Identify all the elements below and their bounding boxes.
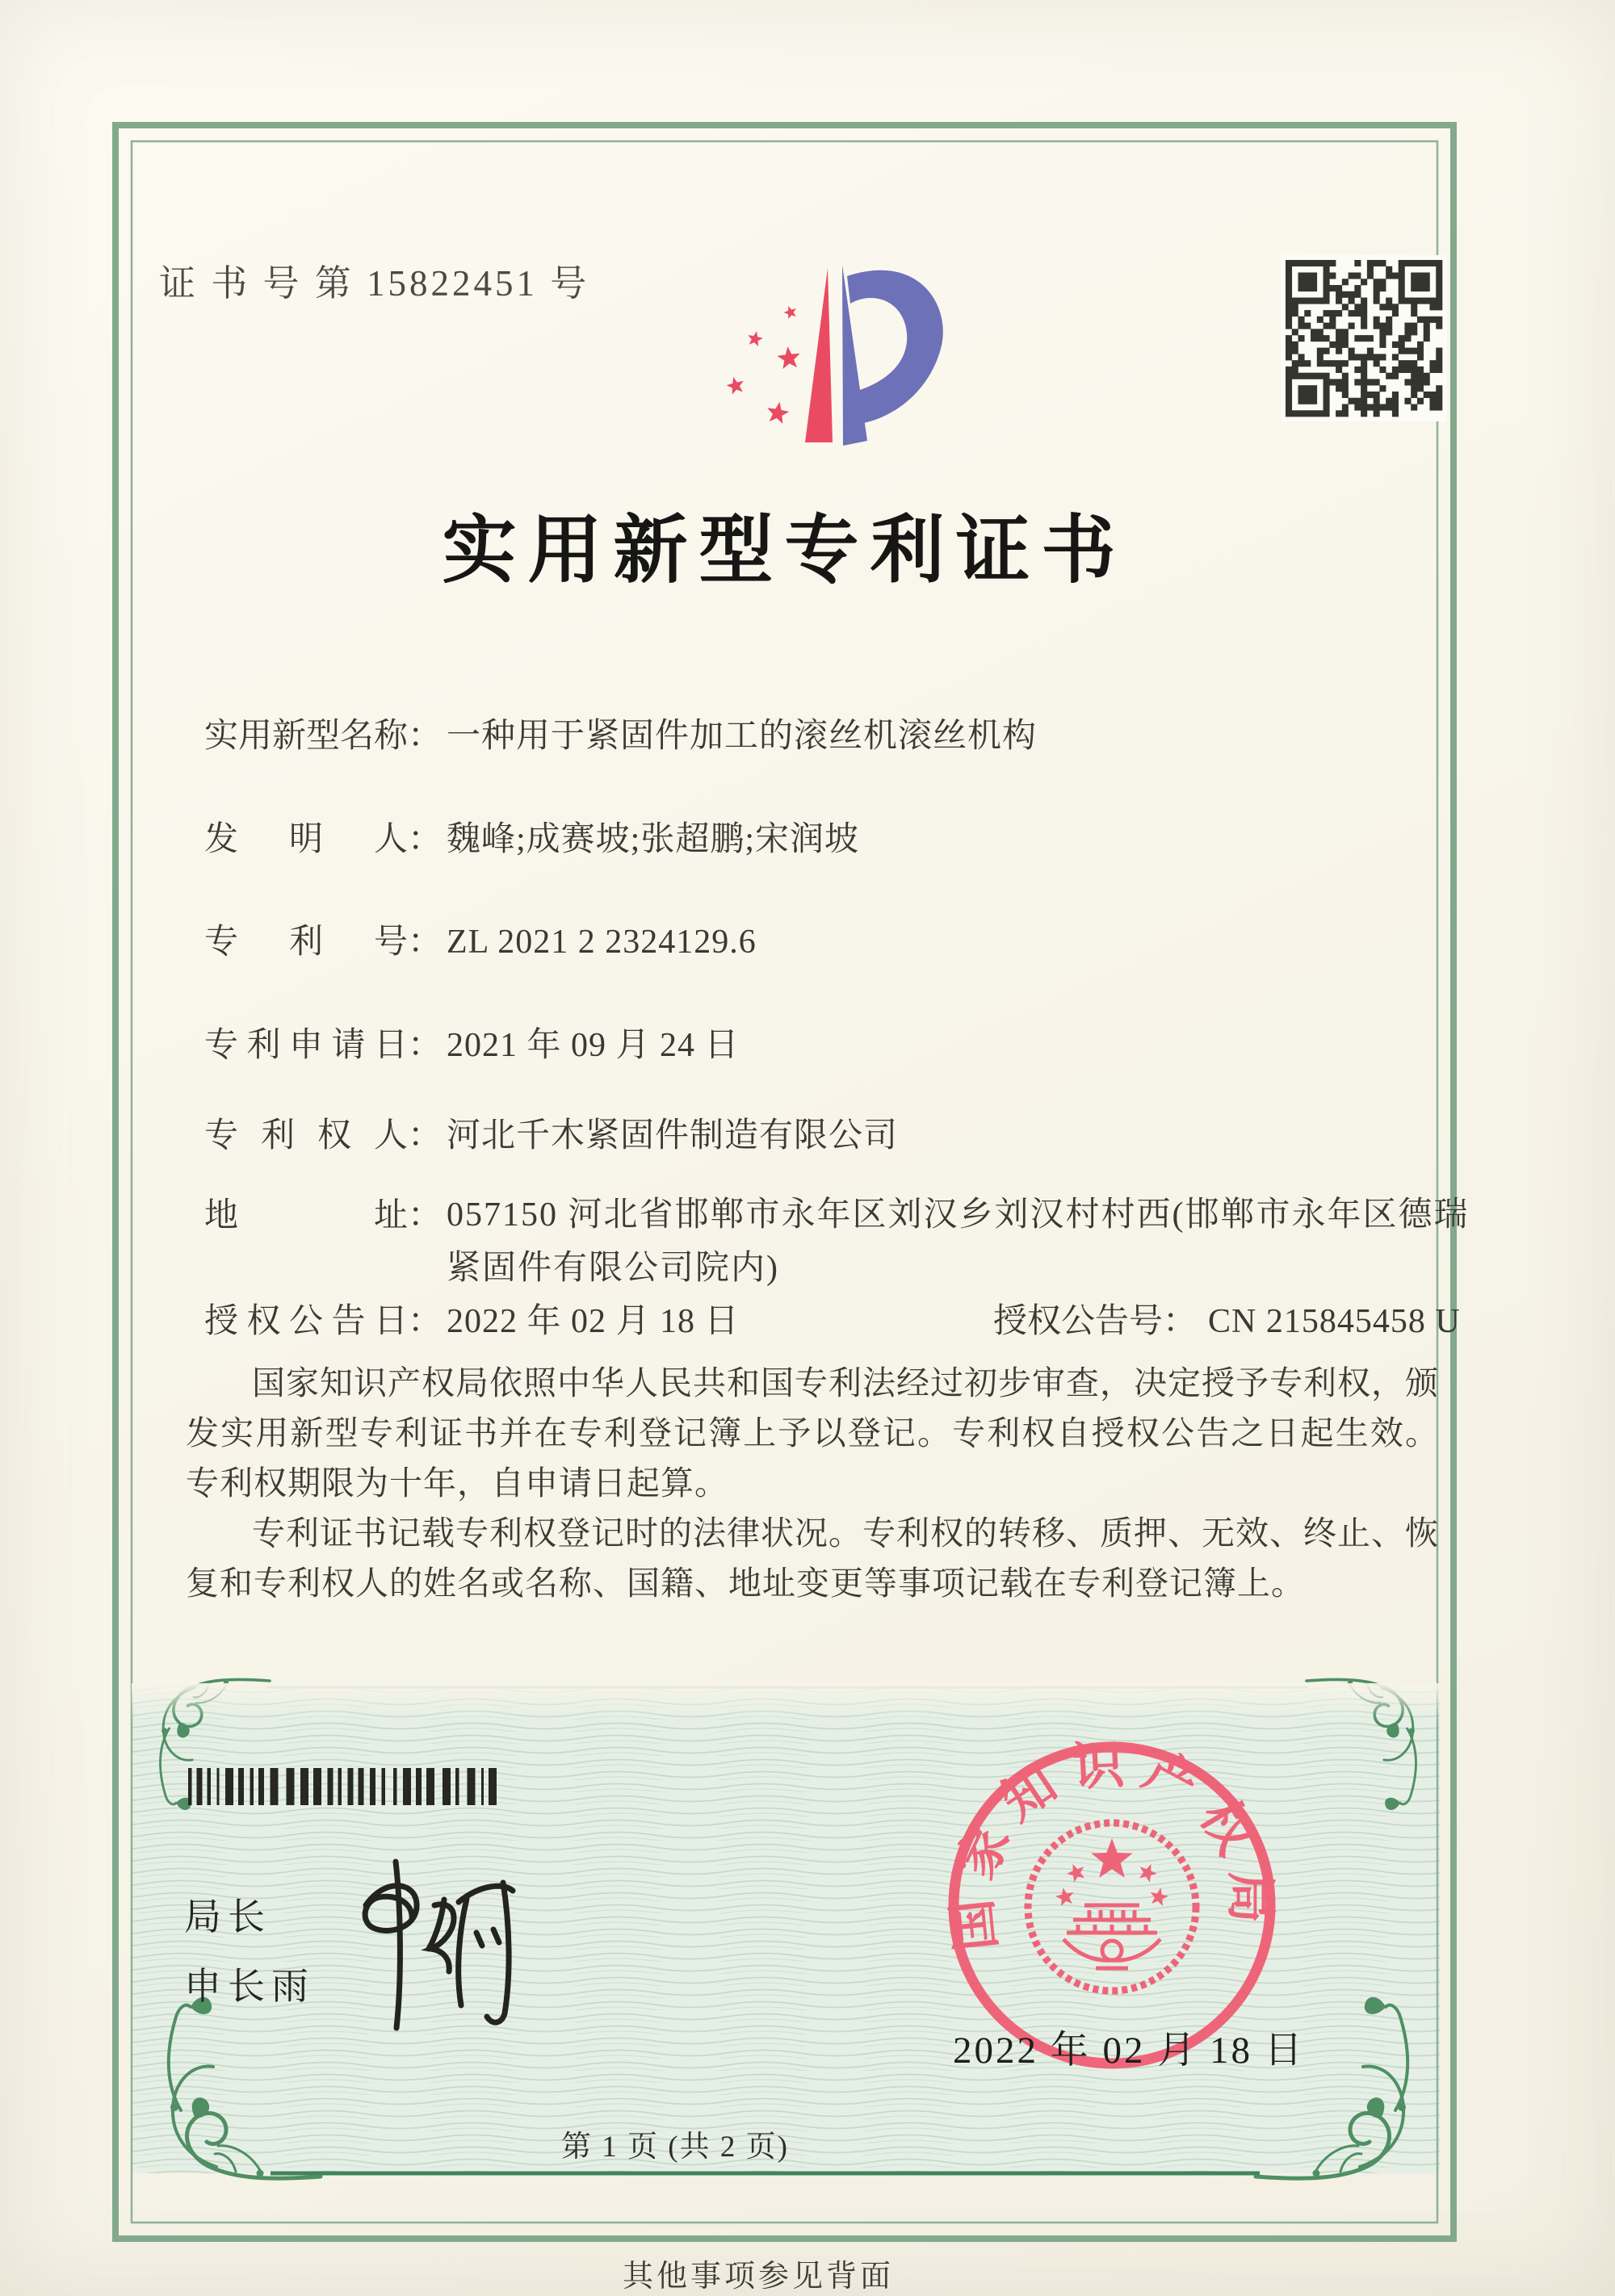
field-value: 057150 河北省邯郸市永年区刘汉乡刘汉村村西(邯郸市永年区德瑞紧固件有限公司院内) [447,1196,1470,1287]
field-label: 专利号 [204,924,408,961]
grant-number-value: CN 215845458 U [1208,1303,1461,1340]
field-row-patentee: 专利权人： 河北千木紧固件制造有限公司 [204,1108,898,1157]
qr-code [1281,255,1447,421]
legal-paragraph-1: 国家知识产权局依照中华人民共和国专利法经过初步审查，决定授予专利权，颁发实用新型专利证书并在专利登记簿上予以登记。专利权自授权公告之日起生效。专利权期限为十年，自申请日起算。 [186,1364,1439,1502]
field-value: 魏峰;成赛坡;张超鹏;宋润坡 [447,821,860,858]
field-value: ZL 2021 2 2324129.6 [447,924,757,961]
field-row-patent-number: 专利号： ZL 2021 2 2324129.6 [204,915,757,963]
field-value: 一种用于紧固件加工的滚丝机滚丝机构 [447,718,1038,755]
field-label: 实用新型名称 [204,718,409,755]
seal-ring-text: 国家知识产权局 [942,1735,1280,1955]
field-label: 地址 [204,1197,408,1234]
field-row-invention-name: 实用新型名称： 一种用于紧固件加工的滚丝机滚丝机构 [204,709,1037,757]
field-label: 专利权人 [204,1117,408,1154]
certificate-number: 证 书 号 第 15822451 号 [159,263,590,304]
grant-number-pair: 授权公告号： CN 215845458 U [993,1303,1461,1340]
field-label: 授权公告号 [993,1303,1164,1340]
legal-paragraph-2: 专利证书记载专利权登记时的法律状况。专利权的转移、质押、无效、终止、恢复和专利权人的姓名或名称、国籍、地址变更等事项记载在专利登记簿上。 [186,1515,1439,1602]
legal-paragraphs [186,1358,1439,1608]
field-value: 河北千木紧固件制造有限公司 [447,1117,899,1154]
grant-date-value: 2022 年 02 月 18 日 [447,1303,740,1340]
field-row-address: 地址： 057150 河北省邯郸市永年区刘汉乡刘汉村村西(邯郸市永年区德瑞紧固件有限公司院内) [204,1188,1472,1295]
field-row-inventors: 发明人： 魏峰;成赛坡;张超鹏;宋润坡 [204,812,859,861]
commissioner-title: 局长 [184,1896,271,1938]
field-row-grant: 授权公告日： 2022 年 02 月 18 日 授权公告号： CN 215845458 U [204,1294,740,1343]
grant-seal-date: 2022 年 02 月 18 日 [953,2030,1305,2072]
back-side-note: 其他事项参见背面 [622,2260,894,2294]
field-label: 发明人 [204,821,408,858]
commissioner-name: 申长雨 [184,1965,315,2007]
band-top-fade [132,1683,1440,1720]
page-number: 第 1 页 (共 2 页) [561,2131,789,2164]
field-label: 授权公告日 [204,1303,408,1340]
certificate-title: 实用新型专利证书 [442,509,1127,592]
cnipa-logo [725,265,943,446]
field-value: 2021 年 09 月 24 日 [447,1027,740,1064]
field-label: 专利申请日 [204,1027,408,1064]
field-row-filing-date: 专利申请日： 2021 年 09 月 24 日 [204,1018,740,1066]
